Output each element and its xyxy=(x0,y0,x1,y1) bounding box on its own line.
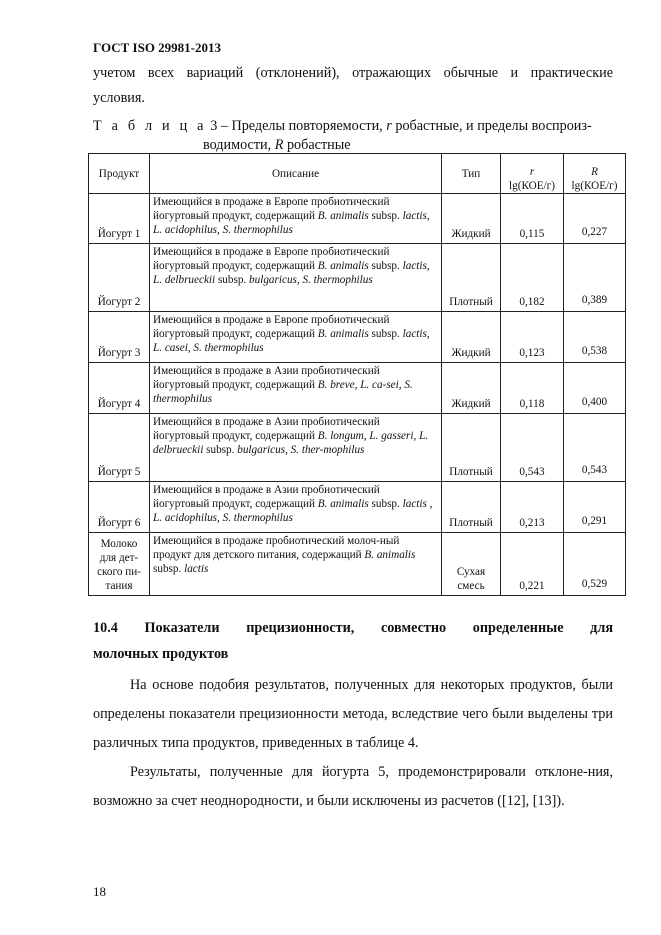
description-text: Имеющийся в продаже пробиотический молоч-ный продукт для детского питания, содержащий xyxy=(153,535,400,561)
header-type: Тип xyxy=(442,154,501,194)
header-R-symbol: R xyxy=(591,166,598,178)
description-latin-name: B. animalis xyxy=(317,498,369,510)
table-header-row xyxy=(89,154,626,194)
paragraph-2 xyxy=(93,758,613,816)
type-cell: Плотный xyxy=(442,414,501,482)
R-value-cell: 0,538 xyxy=(564,312,626,363)
description-text: subsp. xyxy=(215,274,250,286)
R-value-cell: 0,291 xyxy=(564,482,626,533)
product-cell: Йогурт 2 xyxy=(89,244,150,312)
description-cell xyxy=(150,244,442,312)
header-r-unit: lg(КОЕ/г) xyxy=(509,180,555,192)
caption-line2-b: робастные xyxy=(286,137,351,153)
caption-middle: робастные, и пределы воспроиз- xyxy=(395,118,592,134)
table-row xyxy=(89,244,626,312)
header-R xyxy=(564,154,626,194)
description-text: subsp. xyxy=(203,444,238,456)
description-text: subsp. xyxy=(153,563,185,575)
description-latin-name: B. breve, L. ca-sei, S. thermophilus xyxy=(153,379,413,405)
intro-line-2: условия. xyxy=(93,90,145,106)
caption-r-symbol: r xyxy=(386,118,392,134)
r-value-cell: 0,221 xyxy=(501,533,564,596)
description-latin-name: B. animalis xyxy=(317,260,369,272)
section-title xyxy=(93,619,613,664)
description-text: Имеющийся в продаже в Европе пробиотический йогуртовый продукт, содержащий xyxy=(153,196,390,222)
description-latin-name: lactis xyxy=(184,563,209,575)
R-value-cell: 0,227 xyxy=(564,194,626,244)
description-cell xyxy=(150,482,442,533)
description-latin-name: lactis, L. casei, S. thermophilus xyxy=(153,328,430,354)
section-title-line-1: 10.4 Показатели прецизионности, совместно определенные для xyxy=(93,620,613,636)
description-latin-name: B. animalis xyxy=(317,328,369,340)
table-row xyxy=(89,414,626,482)
caption-R-symbol: R xyxy=(274,137,284,153)
description-latin-name: lactis , L. acidophilus, S. thermophilus xyxy=(153,498,433,524)
R-value-cell: 0,529 xyxy=(564,533,626,596)
table-row xyxy=(89,363,626,414)
description-text: subsp. xyxy=(368,210,403,222)
header-description: Описание xyxy=(150,154,442,194)
page-number: 18 xyxy=(93,884,106,899)
R-value-cell: 0,400 xyxy=(564,363,626,414)
section-title-line-2: молочных продуктов xyxy=(93,646,229,662)
type-cell: Жидкий xyxy=(442,363,501,414)
header-r xyxy=(501,154,564,194)
header-R-unit: lg(КОЕ/г) xyxy=(571,180,618,192)
type-cell: Жидкий xyxy=(442,194,501,244)
R-value-cell: 0,389 xyxy=(564,244,626,312)
description-latin-name: bulgaricus, S. ther-mophilus xyxy=(237,444,365,456)
table-row xyxy=(89,533,626,596)
r-value-cell: 0,543 xyxy=(501,414,564,482)
type-cell: Жидкий xyxy=(442,312,501,363)
type-cell: Плотный xyxy=(442,482,501,533)
product-cell: Молоко для дет-ского пи-тания xyxy=(89,533,150,596)
intro-line-1: учетом всех вариаций (отклонений), отражающих обычные и практические xyxy=(93,65,613,81)
r-value-cell: 0,118 xyxy=(501,363,564,414)
type-cell: Плотный xyxy=(442,244,501,312)
precision-table xyxy=(88,153,626,596)
paragraph-2-text: Результаты, полученные для йогурта 5, продемонстрировали отклоне-ния, возможно за счет неоднородности, и были исключены из расчетов ([12], [13]). xyxy=(93,764,613,809)
paragraph-1-text: На основе подобия результатов, полученных для некоторых продуктов, были определены показатели прецизионности метода, вследствие чего были выделены три различных типа продуктов, приведенных в таблице 4. xyxy=(93,677,613,751)
description-latin-name: B. animalis xyxy=(317,210,369,222)
description-text: Имеющийся в продаже в Азии пробиотический йогуртовый продукт, содержащий xyxy=(153,365,380,391)
product-cell: Йогурт 6 xyxy=(89,482,150,533)
description-text: Имеющийся в продаже в Европе пробиотический йогуртовый продукт, содержащий xyxy=(153,246,390,272)
description-cell xyxy=(150,363,442,414)
description-text: Имеющийся в продаже в Азии пробиотический йогуртовый продукт, содержащий xyxy=(153,416,380,442)
r-value-cell: 0,182 xyxy=(501,244,564,312)
product-cell: Йогурт 3 xyxy=(89,312,150,363)
description-cell xyxy=(150,533,442,596)
description-text: subsp. xyxy=(368,260,403,272)
product-cell: Йогурт 5 xyxy=(89,414,150,482)
description-cell xyxy=(150,312,442,363)
description-text: subsp. xyxy=(368,328,403,340)
table-row xyxy=(89,482,626,533)
table-caption xyxy=(93,117,623,155)
product-cell: Йогурт 4 xyxy=(89,363,150,414)
description-cell xyxy=(150,194,442,244)
description-latin-name: lactis, L. delbrueckii xyxy=(153,260,430,286)
table-row xyxy=(89,194,626,244)
description-text: subsp. xyxy=(368,498,403,510)
description-latin-name: B. animalis xyxy=(364,549,416,561)
caption-label: Т а б л и ц а xyxy=(93,118,207,134)
header-r-symbol: r xyxy=(529,166,535,178)
type-cell: Сухая смесь xyxy=(442,533,501,596)
caption-line2-a: водимости, xyxy=(203,137,272,153)
table-row xyxy=(89,312,626,363)
product-cell: Йогурт 1 xyxy=(89,194,150,244)
description-latin-name: bulgaricus, S. thermophilus xyxy=(249,274,373,286)
description-cell xyxy=(150,414,442,482)
description-text: Имеющийся в продаже в Азии пробиотический йогуртовый продукт, содержащий xyxy=(153,484,380,510)
description-text: Имеющийся в продаже в Европе пробиотический йогуртовый продукт, содержащий xyxy=(153,314,390,340)
r-value-cell: 0,123 xyxy=(501,312,564,363)
r-value-cell: 0,115 xyxy=(501,194,564,244)
document-header: ГОСТ ISO 29981-2013 xyxy=(93,40,222,55)
description-latin-name: lactis, L. acidophilus, S. thermophilus xyxy=(153,210,430,236)
r-value-cell: 0,213 xyxy=(501,482,564,533)
caption-number: 3 – Пределы повторяемости, xyxy=(210,118,383,134)
R-value-cell: 0,543 xyxy=(564,414,626,482)
description-latin-name: B. longum, L. gasseri, L. delbrueckii xyxy=(153,430,429,456)
paragraph-1 xyxy=(93,671,613,758)
header-product: Продукт xyxy=(89,154,150,194)
